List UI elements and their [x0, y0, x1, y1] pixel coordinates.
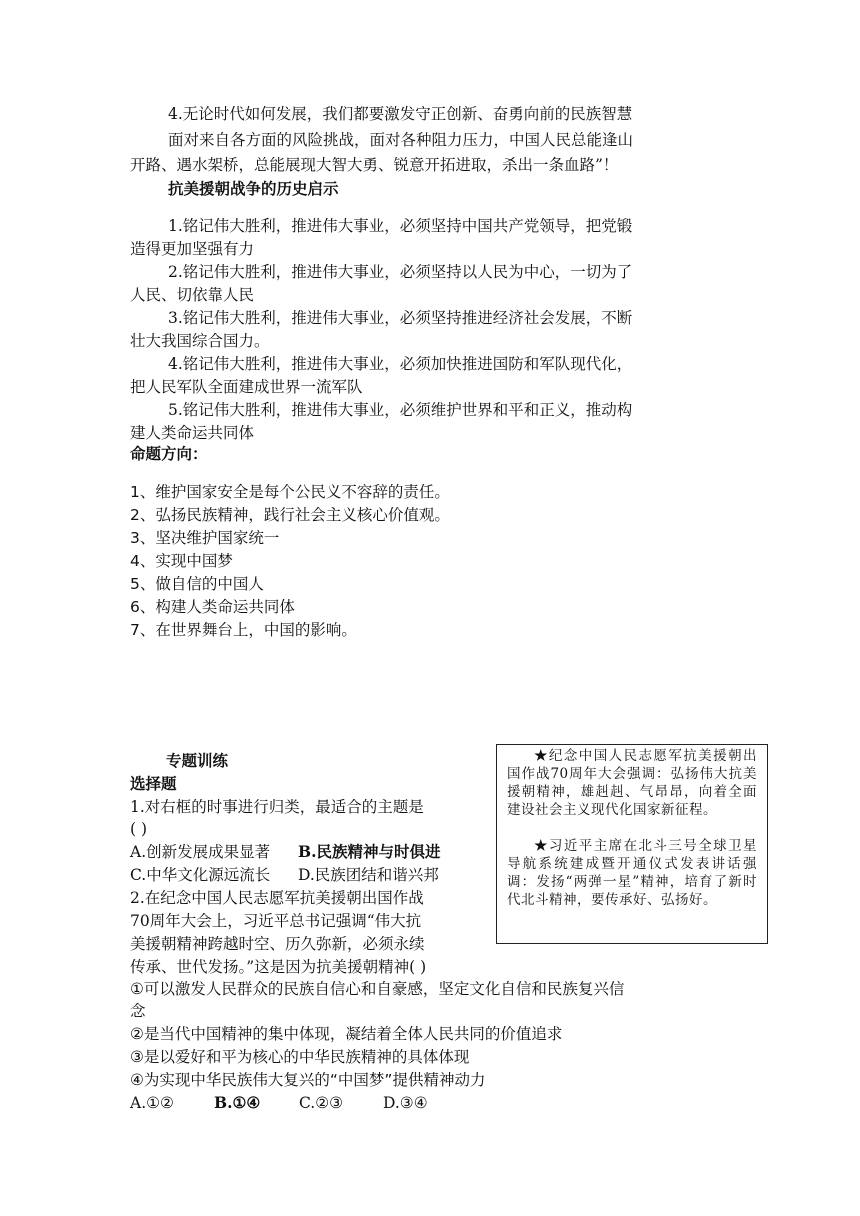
news-box	[496, 744, 768, 944]
q1-stem-line2: ( )	[130, 820, 148, 838]
inspiration-line: 2.铭记伟大胜利，推进伟大事业，必须坚持以人民为中心，一切为了	[168, 263, 633, 281]
q1-stem-line1: 1.对右框的时事进行归类，最适合的主题是	[130, 798, 424, 816]
q2-statement: ②是当代中国精神的集中体现，凝结着全体人民共同的价值追求	[130, 1025, 563, 1043]
inspiration-line: 壮大我国综合国力。	[130, 332, 270, 350]
direction-item: 2、弘扬民族精神，践行社会主义核心价值观。	[130, 506, 450, 524]
q2-option-c: C.②③	[299, 1094, 344, 1112]
q1-option-b: B.民族精神与时俱进	[298, 842, 441, 861]
direction-item: 6、构建人类命运共同体	[130, 598, 295, 616]
direction-item: 3、坚决维护国家统一	[130, 529, 280, 547]
section3-heading: 命题方向：	[130, 445, 208, 463]
section2-heading: 抗美援朝战争的历史启示	[168, 179, 339, 198]
direction-item: 7、在世界舞台上，中国的影响。	[130, 621, 357, 639]
section1-paragraph-line2: 开路、遇水架桥，总能展现大智大勇、锐意开拓进取，杀出一条血路”！	[130, 156, 619, 174]
q2-stem-line: 70周年大会上，习近平总书记强调“伟大抗	[130, 912, 422, 930]
q2-option-a: A.①②	[130, 1094, 174, 1112]
direction-item: 4、实现中国梦	[130, 552, 233, 570]
direction-item: 5、做自信的中国人	[130, 575, 264, 593]
inspiration-line: 3.铭记伟大胜利，推进伟大事业，必须坚持推进经济社会发展，不断	[168, 309, 633, 327]
q2-statement: ③是以爱好和平为核心的中华民族精神的具体体现	[130, 1048, 470, 1066]
q2-option-d: D.③④	[383, 1094, 428, 1112]
inspiration-line: 把人民军队全面建成世界一流军队	[130, 378, 363, 396]
direction-item: 1、维护国家安全是每个公民义不容辞的责任。	[130, 483, 450, 501]
q2-stem-line: 2.在纪念中国人民志愿军抗美援朝出国作战	[130, 889, 424, 907]
news-item-1: ★纪念中国人民志愿军抗美援朝出国作战70周年大会强调：弘扬伟大抗美援朝精神，雄赳赳、气昂昂，向着全面建设社会主义现代化国家新征程。	[507, 748, 757, 818]
inspiration-line: 4.铭记伟大胜利，推进伟大事业，必须加快推进国防和军队现代化，	[168, 355, 633, 373]
inspiration-line: 1.铭记伟大胜利，推进伟大事业，必须坚持中国共产党领导，把党锻	[168, 217, 633, 235]
section1-paragraph-line1: 面对来自各方面的风险挑战，面对各种阻力压力，中国人民总能逢山	[168, 131, 634, 149]
q1-option-c: C.中华文化源远流长	[130, 866, 271, 884]
q2-statement: ④为实现中华民族伟大复兴的“中国梦”提供精神动力	[130, 1071, 486, 1089]
news-item-2: ★习近平主席在北斗三号全球卫星导航系统建成暨开通仪式发表讲话强调：发扬“两弹一星”精神，培育了新时代北斗精神，要传承好、弘扬好。	[507, 838, 757, 908]
training-title: 专题训练	[166, 751, 229, 770]
q2-stem-line: 传承、世代发扬。”这是因为抗美援朝精神( )	[130, 958, 427, 976]
q2-stem-line: 美援朝精神跨越时空、历久弥新，必须永续	[130, 935, 425, 953]
q2-statement: 念	[130, 1002, 146, 1020]
training-subtitle: 选择题	[130, 774, 177, 793]
q2-option-b: B.①④	[214, 1093, 261, 1112]
inspiration-line: 人民、切依靠人民	[130, 286, 255, 304]
inspiration-line: 建人类命运共同体	[130, 424, 255, 442]
inspiration-line: 5.铭记伟大胜利，推进伟大事业，必须维护世界和平和正义，推动构	[168, 401, 633, 419]
inspiration-line: 造得更加坚强有力	[130, 240, 255, 258]
q1-option-a: A.创新发展成果显著	[130, 843, 271, 861]
q1-option-d: D.民族团结和谐兴邦	[298, 866, 439, 884]
section1-item4: 4.无论时代如何发展，我们都要激发守正创新、奋勇向前的民族智慧	[168, 105, 633, 123]
q2-statement: ①可以激发人民群众的民族自信心和自豪感，坚定文化自信和民族复兴信	[130, 980, 625, 998]
